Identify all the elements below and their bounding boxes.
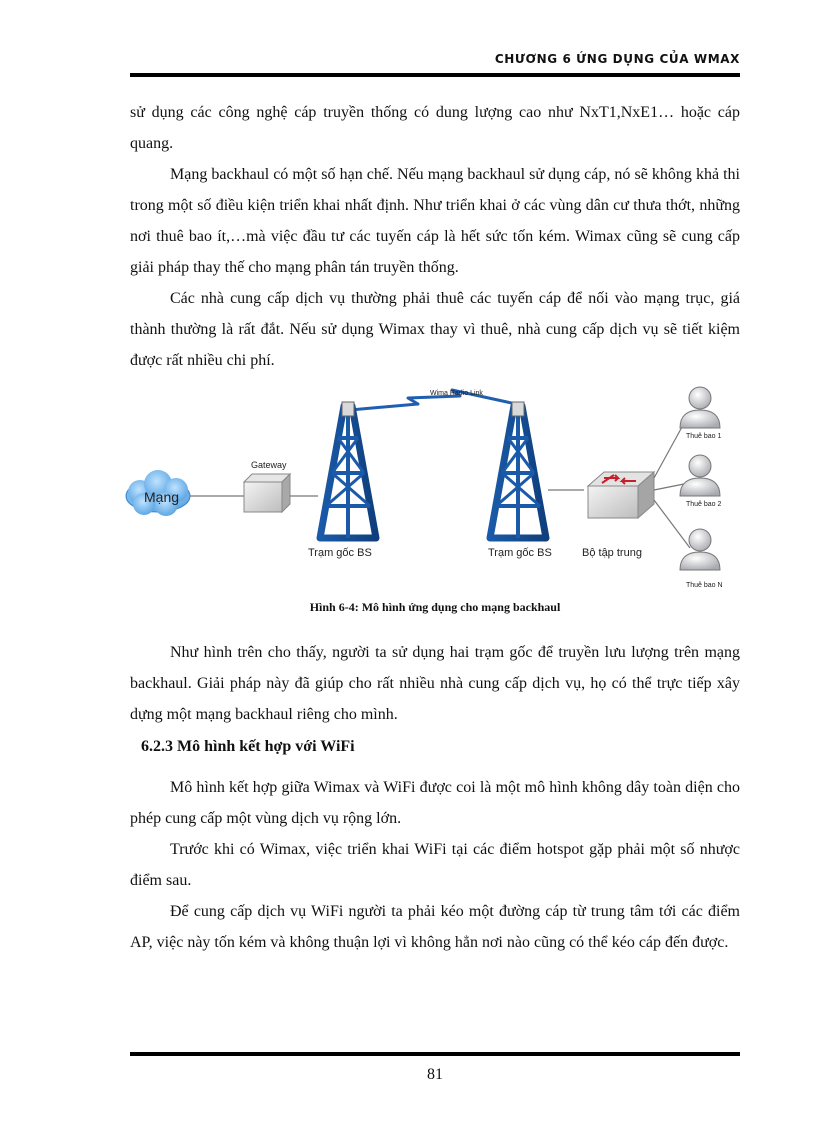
subscriber-n-label: Thuê bao N: [686, 582, 723, 589]
section-heading: 6.2.3 Mô hình kết hợp với WiFi: [141, 738, 355, 755]
footer-rule: [130, 1052, 740, 1056]
paragraph-3: Các nhà cung cấp dịch vụ thường phải thuê các tuyến cáp để nối vào mạng trục, giá thành thường là rất đắt. Nếu sử dụng Wimax thay vì thuê, nhà cung cấp dịch vụ sẽ tiết kiệm được rất nhiều chi phí.: [130, 290, 740, 369]
bs2-label: Trạm gốc BS: [488, 547, 552, 559]
subscriber-1: [680, 387, 720, 428]
paragraph-6: Trước khi có Wimax, việc triển khai WiFi tại các điểm hotspot gặp phải một số nhược điểm sau.: [130, 841, 740, 889]
paragraph-1: sử dụng các công nghệ cáp truyền thống có dung lượng cao như NxT1,NxE1… hoặc cáp quang.: [130, 104, 740, 152]
link-subscriber-n: [654, 500, 690, 548]
gateway-label: Gateway: [251, 460, 287, 470]
subscriber-2: [680, 455, 720, 496]
subscriber-2-label: Thuê bao 2: [686, 501, 722, 508]
bs1-label: Trạm gốc BS: [308, 547, 372, 559]
gateway-box: [244, 474, 290, 512]
page-number: 81: [427, 1066, 443, 1083]
tower-bs1: [320, 402, 376, 538]
tower-bs2: [490, 402, 546, 538]
paragraph-2: Mạng backhaul có một số hạn chế. Nếu mạng backhaul sử dụng cáp, nó sẽ không khả thi trong một số điều kiện triển khai nhất định. Như triển khai ở các vùng dân cư thưa thớt, những nơi thuê bao ít,…mà việc đầu tư các tuyến cáp là hết sức tốn kém. Wimax cũng sẽ cung cấp giải pháp thay thế cho mạng phân tán truyền thống.: [130, 166, 740, 276]
header-rule: [130, 73, 740, 77]
backhaul-diagram: [118, 378, 738, 590]
figure-caption: Hình 6-4: Mô hình ứng dụng cho mạng backhaul: [309, 600, 561, 614]
backhaul-diagram-svg: [118, 378, 738, 590]
concentrator-label: Bộ tập trung: [582, 547, 642, 559]
paragraph-4: Như hình trên cho thấy, người ta sử dụng hai trạm gốc để truyền lưu lượng trên mạng backhaul. Giải pháp này đã giúp cho rất nhiều nhà cung cấp dịch vụ, họ có thể trực tiếp xây dựng một mạng backhaul riêng cho mình.: [130, 644, 740, 723]
radio-link-label: Wima Radio Link: [430, 390, 483, 397]
subscriber-1-label: Thuê bao 1: [686, 433, 722, 440]
concentrator-switch: [588, 472, 654, 518]
subscriber-n: [680, 529, 720, 570]
cloud-label: Mạng: [144, 489, 180, 505]
paragraph-7: Để cung cấp dịch vụ WiFi người ta phải kéo một đường cáp từ trung tâm tới các điểm AP, việc này tốn kém và không thuận lợi vì không hẳn nơi nào cũng có thể kéo cáp đến được.: [130, 903, 740, 951]
chapter-header: CHƯƠNG 6 ỨNG DỤNG CỦA WMAX: [494, 52, 740, 66]
link-subscriber-2: [654, 484, 684, 490]
paragraph-5: Mô hình kết hợp giữa Wimax và WiFi được coi là một mô hình không dây toàn diện cho phép cung cấp một vùng dịch vụ rộng lớn.: [130, 779, 740, 827]
